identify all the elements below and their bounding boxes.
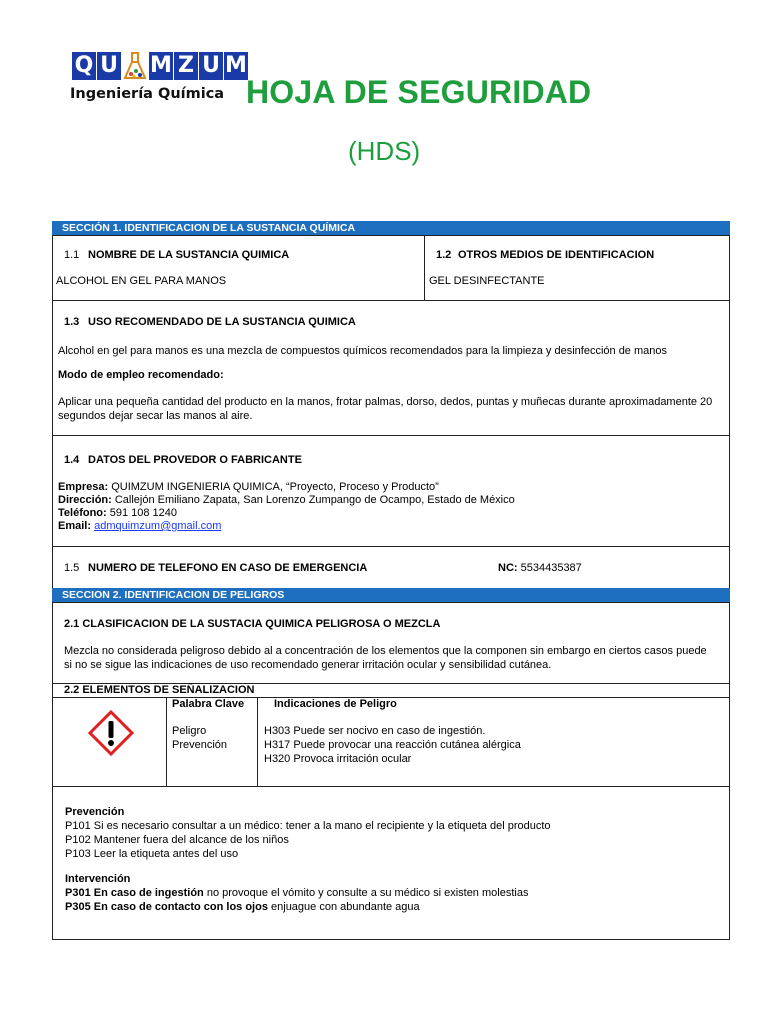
hazard-h303: H303 Puede ser nocivo en caso de ingestión. xyxy=(264,725,486,737)
company-value: QUIMZUM INGENIERIA QUIMICA, “Proyecto, Proceso y Producto” xyxy=(108,481,439,493)
precaution-p102: P102 Mantener fuera del alcance de los niños xyxy=(65,834,289,846)
section-1-4-title: DATOS DEL PROVEDOR O FABRICANTE xyxy=(88,454,302,466)
address-line xyxy=(58,494,515,506)
phone-value: 591 108 1240 xyxy=(106,507,178,519)
section-1-4-number: 1.4 xyxy=(64,454,80,466)
section-1-1-title: NOMBRE DE LA SUSTANCIA QUIMICA xyxy=(88,249,290,261)
usage-mode-label: Modo de empleo recomendado: xyxy=(58,369,224,381)
signal-word-peligro: Peligro xyxy=(172,725,207,737)
usage-mode-line-1: Aplicar una pequeña cantidad del producto en la manos, frotar palmas, dorso, dedos, puntas y muñecas durante aproximadamente 20 xyxy=(58,396,713,408)
precaution-p301 xyxy=(65,887,528,899)
signal-word-prevencion: Prevención xyxy=(172,739,228,751)
section-2-2-title-cell xyxy=(52,683,730,698)
company-label: Empresa: xyxy=(58,481,109,493)
logo-letter-u: U xyxy=(97,52,121,80)
section-1-5-cell xyxy=(52,546,730,589)
logo-letter-u2: U xyxy=(199,52,223,80)
exclamation-hazard-icon xyxy=(88,710,134,759)
section-2-2-title: 2.2 ELEMENTOS DE SEÑALIZACION xyxy=(64,684,255,696)
section-2-1-cell xyxy=(52,602,730,684)
address-label: Dirección: xyxy=(58,494,112,506)
classification-line-2: si no se sigue las indicaciones de uso recomendado generar irritación ocular y sensibilidad cutánea. xyxy=(64,659,552,671)
section-1-5-title: NUMERO DE TELEFONO EN CASO DE EMERGENCIA xyxy=(88,562,368,574)
p301-code: P301 En caso de ingestión xyxy=(65,887,204,899)
other-identification: GEL DESINFECTANTE xyxy=(429,275,545,287)
document-title: HOJA DE SEGURIDAD xyxy=(246,74,592,110)
section-1-4-cell xyxy=(52,435,730,547)
section-1-1-cell xyxy=(52,235,425,301)
company-logo xyxy=(64,44,247,110)
logo-letter-q: Q xyxy=(72,52,96,80)
precaution-p103: P103 Leer la etiqueta antes del uso xyxy=(65,848,239,860)
emergency-number-value: 5534435387 xyxy=(517,562,582,574)
precaution-p305 xyxy=(65,901,420,913)
usage-mode-line-2: segundos dejar secar las manos al aire. xyxy=(58,410,253,422)
emergency-number xyxy=(498,562,582,574)
section-2-1-title: 2.1 CLASIFICACION DE LA SUSTACIA QUIMICA PELIGROSA O MEZCLA xyxy=(64,618,441,630)
document-subtitle: (HDS) xyxy=(348,136,421,166)
section-1-2-number: 1.2 xyxy=(436,249,452,261)
section-1-5-number: 1.5 xyxy=(64,562,80,574)
email-link[interactable]: admquimzum@gmail.com xyxy=(94,520,222,532)
emergency-number-label: NC: xyxy=(498,562,518,574)
safety-sheet xyxy=(52,220,730,940)
section-1-1-number: 1.1 xyxy=(64,249,80,261)
hazard-h320: H320 Provoca irritación ocular xyxy=(264,753,412,765)
intervention-title: Intervención xyxy=(65,873,131,885)
p305-code: P305 En caso de contacto con los ojos xyxy=(65,901,268,913)
substance-name: ALCOHOL EN GEL PARA MANOS xyxy=(56,275,227,287)
precautions-cell xyxy=(52,786,730,940)
hazard-statements-cell xyxy=(257,697,730,787)
logo-letter-m2: M xyxy=(225,53,247,78)
pictogram-cell xyxy=(52,697,167,787)
hazard-statements-header: Indicaciones de Peligro xyxy=(274,698,397,710)
signal-word-cell xyxy=(166,697,258,787)
section-1-3-number: 1.3 xyxy=(64,316,80,328)
recommended-use-text: Alcohol en gel para manos es una mezcla de compuestos químicos recomendados para la limpieza y desinfección de manos xyxy=(58,345,668,357)
logo-subtitle: Ingeniería Química xyxy=(70,86,225,102)
email-label: Email: xyxy=(58,520,92,532)
section-1-3-title: USO RECOMENDADO DE LA SUSTANCIA QUIMICA xyxy=(88,316,356,328)
p301-text: no provoque el vómito y consulte a su médico si existen molestias xyxy=(203,887,529,899)
precaution-p101: P101 Si es necesario consultar a un médico: tener a la mano el recipiente y la etiqueta del producto xyxy=(65,820,551,832)
logo-letter-m: M xyxy=(150,53,172,78)
prevention-title: Prevención xyxy=(65,806,125,818)
section-1-3-cell xyxy=(52,300,730,436)
phone-line xyxy=(58,507,177,519)
section-1-2-cell xyxy=(424,235,730,301)
address-value: Callejón Emiliano Zapata, San Lorenzo Zumpango de Ocampo, Estado de México xyxy=(111,494,515,506)
section-1-2-title: OTROS MEDIOS DE IDENTIFICACION xyxy=(458,249,655,261)
p305-text: enjuague con abundante agua xyxy=(267,901,420,913)
flask-icon xyxy=(122,52,148,80)
section2-heading: SECCION 2. IDENTIFICACION DE PELIGROS xyxy=(52,588,730,602)
classification-line-1: Mezcla no considerada peligroso debido al a concentración de los elementos que la componen sin embargo en ciertos casos puede xyxy=(64,645,707,657)
logo-wordmark xyxy=(72,52,249,82)
company-line xyxy=(58,481,439,493)
logo-letter-z: Z xyxy=(174,52,198,80)
email-line xyxy=(58,520,221,532)
section1-heading: SECCIÓN 1. IDENTIFICACION DE LA SUSTANCIA QUÍMICA xyxy=(52,221,730,235)
signal-word-header: Palabra Clave xyxy=(172,698,245,710)
hazard-h317: H317 Puede provocar una reacción cutánea alérgica xyxy=(264,739,521,751)
phone-label: Teléfono: xyxy=(58,507,107,519)
